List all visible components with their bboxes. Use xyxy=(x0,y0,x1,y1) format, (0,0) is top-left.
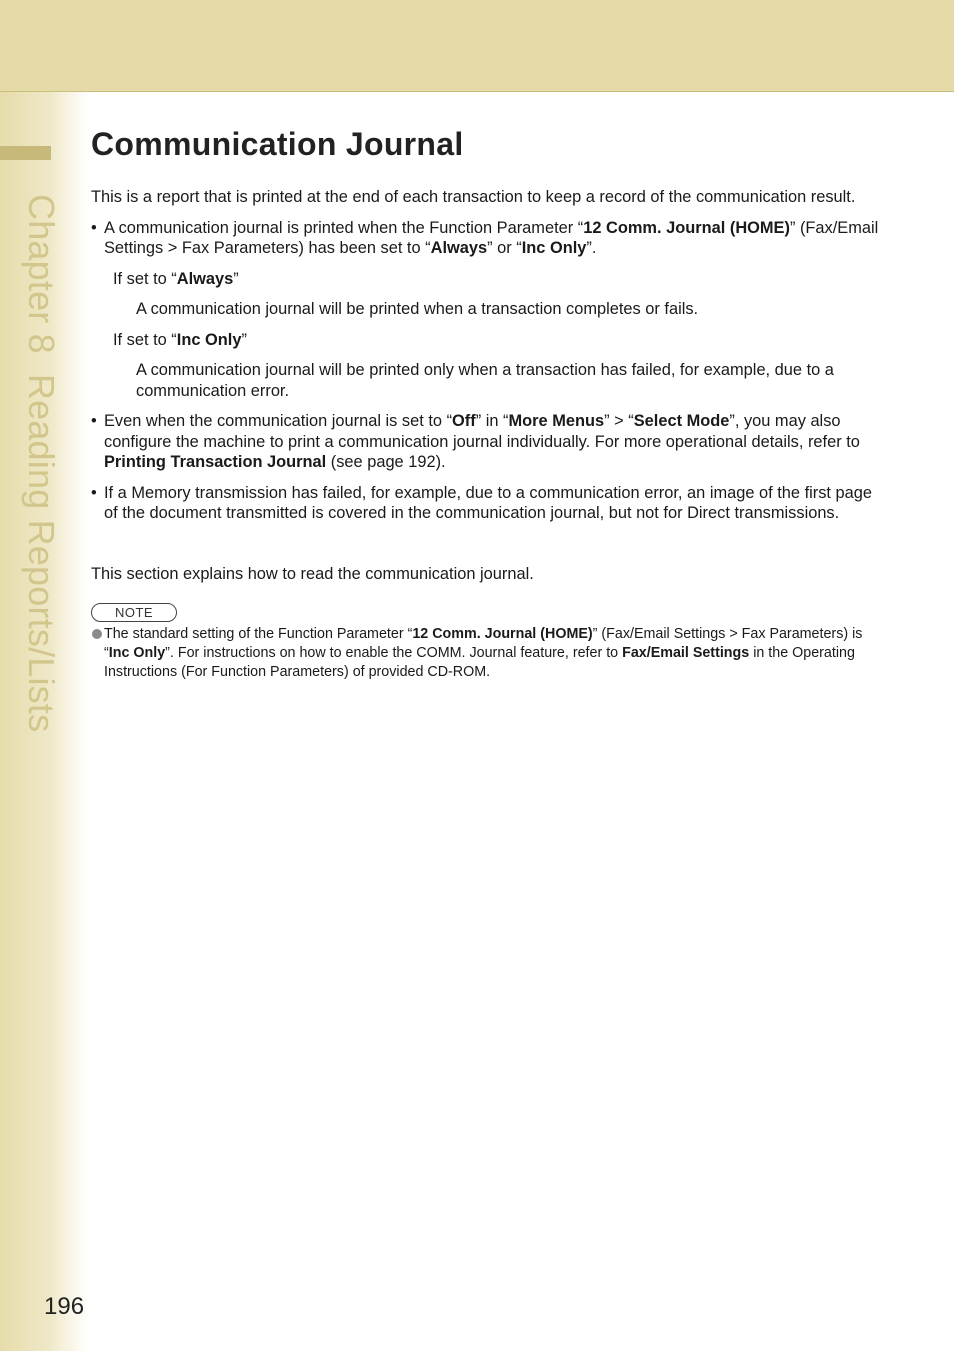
bullet-dot: • xyxy=(91,483,97,502)
case-always-description: A communication journal will be printed when a transaction completes or fails. xyxy=(136,300,699,318)
case-always-heading: If set to “Always” xyxy=(113,269,239,288)
note-text: The standard setting of the Function Parameter “12 Comm. Journal (HOME)” (Fax/Email Settings > Fax Parameters) is “Inc Only”. For instructions on how to enable the COMM. Journal feature, refer to Fax/Email Settings in the Operating Instructions (For Function Parameters) of provided CD-ROM. xyxy=(91,625,886,682)
page-title: Communication Journal xyxy=(91,126,464,162)
chapter-label: Chapter 8 xyxy=(21,194,62,354)
intro-paragraph: This is a report that is printed at the end of each transaction to keep a record of the communication result. xyxy=(91,188,856,206)
case-inc-only-heading: If set to “Inc Only” xyxy=(113,330,247,349)
bullet-dot: • xyxy=(91,412,97,430)
parameter-name: 12 Comm. Journal (HOME) xyxy=(583,218,790,237)
main-content xyxy=(91,126,886,682)
page-number: 196 xyxy=(44,1293,85,1320)
section-intro: This section explains how to read the communication journal. xyxy=(91,564,534,583)
sidebar-marker xyxy=(0,146,51,160)
bullet-off-setting: • Even when the communication journal is set to “Off” in “More Menus” > “Select Mode”, you may also configure the machine to print a communication journal individually. For more operational details, refer to Printing Transaction Journal (see page 192). xyxy=(91,412,860,471)
cross-reference: Printing Transaction Journal xyxy=(104,453,327,471)
note-bullet-icon xyxy=(92,629,102,639)
header-band xyxy=(0,0,954,92)
bullet-dot: • xyxy=(91,218,97,237)
bullet-function-parameter: • A communication journal is printed when the Function Parameter “12 Comm. Journal (HOME)” (Fax/Email Settings > Fax Parameters) has been set to “Always” or “Inc Only”. xyxy=(91,218,879,257)
case-inc-only-description: A communication journal will be printed only when a transaction has failed, for example, due to a communication error. xyxy=(136,361,834,400)
chapter-title: Reading Reports/Lists xyxy=(21,373,62,733)
bullet-memory-transmission: • If a Memory transmission has failed, for example, due to a communication error, an image of the first page of the document transmitted is covered in the communication journal, but not for Direct transmissions. xyxy=(91,483,872,522)
note-badge: NOTE xyxy=(91,603,177,622)
sidebar-chapter-title xyxy=(2,194,62,794)
